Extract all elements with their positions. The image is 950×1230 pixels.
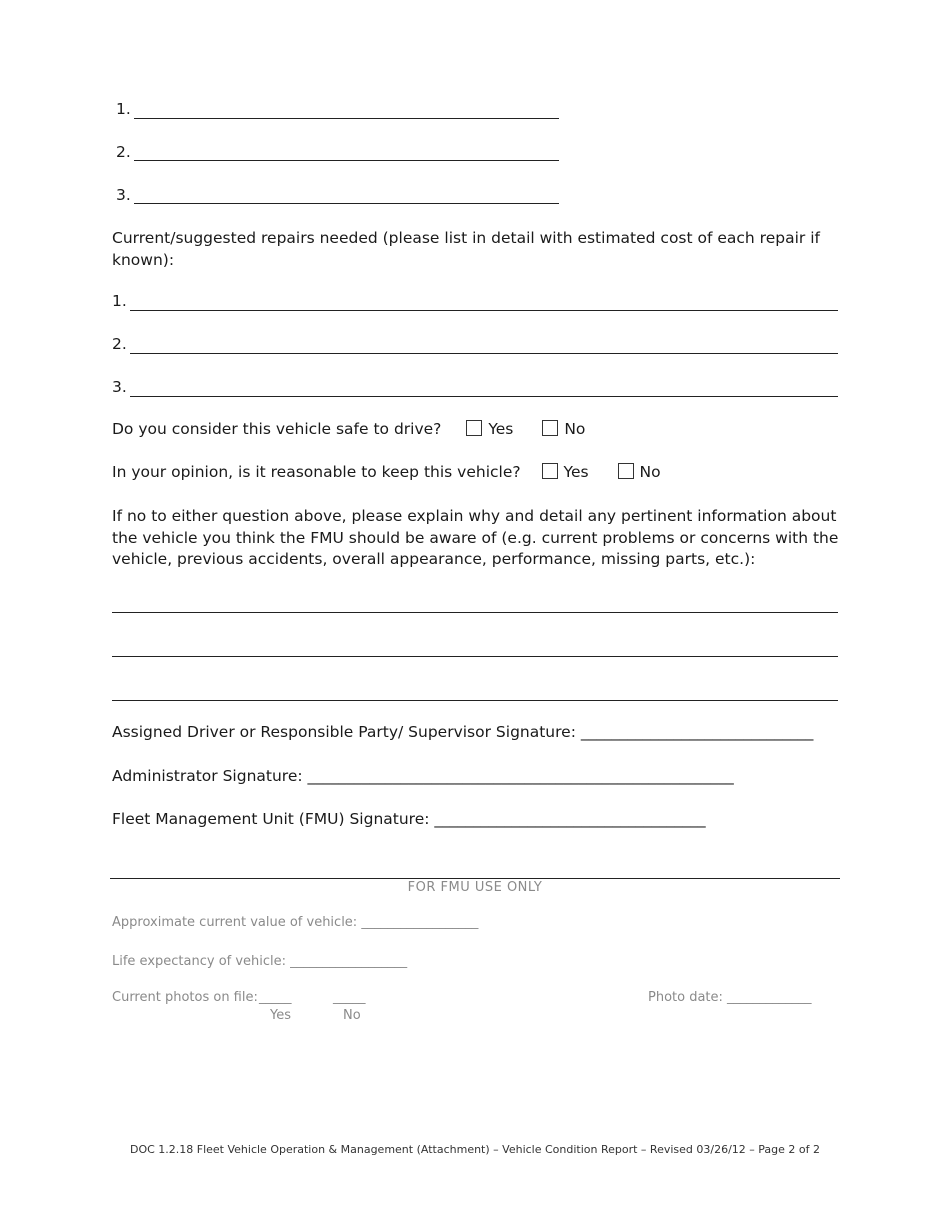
explain-prompt: If no to either question above, please explain why and detail any pertinent information about the vehicle you think the FMU should be aware of (e.g. current problems or concerns with the vehicle, previous accidents, overall appearance, performance, missing parts, etc.): xyxy=(112,507,839,568)
administrator-signature[interactable]: Administrator Signature: _______________________________________________________ xyxy=(112,767,734,785)
top-item-line[interactable] xyxy=(134,203,559,204)
top-item-line[interactable] xyxy=(134,160,559,161)
photos-yes-blank[interactable]: _____ xyxy=(259,990,292,1005)
top-item-line[interactable] xyxy=(134,118,559,119)
repair-item-number: 3. xyxy=(112,378,127,396)
keep-yes-label: Yes xyxy=(563,463,589,481)
keep-yes-checkbox[interactable] xyxy=(542,463,558,479)
repair-item-number: 1. xyxy=(112,292,127,310)
safe-question-label: Do you consider this vehicle safe to drive? xyxy=(112,420,442,438)
keep-question-label: In your opinion, is it reasonable to keep this vehicle? xyxy=(112,463,521,481)
photos-no-blank[interactable]: _____ xyxy=(333,990,366,1005)
fmu-heading: FOR FMU USE ONLY xyxy=(407,880,543,895)
safe-no-checkbox[interactable] xyxy=(542,420,558,436)
life-expectancy-field[interactable]: Life expectancy of vehicle: __________________ xyxy=(112,954,408,969)
explain-line[interactable] xyxy=(112,612,838,613)
driver-signature[interactable]: Assigned Driver or Responsible Party/ Supervisor Signature: ______________________________ xyxy=(112,723,814,741)
keep-no-checkbox[interactable] xyxy=(618,463,634,479)
repair-item-line[interactable] xyxy=(130,310,838,311)
current-value-field[interactable]: Approximate current value of vehicle: __________________ xyxy=(112,915,479,930)
explain-line[interactable] xyxy=(112,656,838,657)
top-item-number: 1. xyxy=(116,100,131,118)
photos-label: Current photos on file: xyxy=(112,990,258,1005)
repair-item-number: 2. xyxy=(112,335,127,353)
repair-item-line[interactable] xyxy=(130,396,838,397)
keep-no-label: No xyxy=(639,463,661,481)
safe-no-label: No xyxy=(564,420,586,438)
repair-item-line[interactable] xyxy=(130,353,838,354)
fmu-divider xyxy=(110,878,840,879)
keep-question xyxy=(112,463,661,481)
photos-yes-label: Yes xyxy=(270,1008,291,1023)
photos-no-label: No xyxy=(343,1008,361,1023)
photo-date-field[interactable]: Photo date: _____________ xyxy=(648,990,812,1005)
explain-line[interactable] xyxy=(112,700,838,701)
safe-yes-label: Yes xyxy=(488,420,514,438)
safe-question xyxy=(112,420,585,438)
top-item-number: 3. xyxy=(116,186,131,204)
fmu-signature[interactable]: Fleet Management Unit (FMU) Signature: ___________________________________ xyxy=(112,810,706,828)
page-footer: DOC 1.2.18 Fleet Vehicle Operation & Management (Attachment) – Vehicle Condition Report – Revised 03/26/12 – Page 2 of 2 xyxy=(129,1143,821,1156)
safe-yes-checkbox[interactable] xyxy=(466,420,482,436)
repairs-prompt: Current/suggested repairs needed (please list in detail with estimated cost of each repair if known): xyxy=(112,229,820,269)
top-item-number: 2. xyxy=(116,143,131,161)
